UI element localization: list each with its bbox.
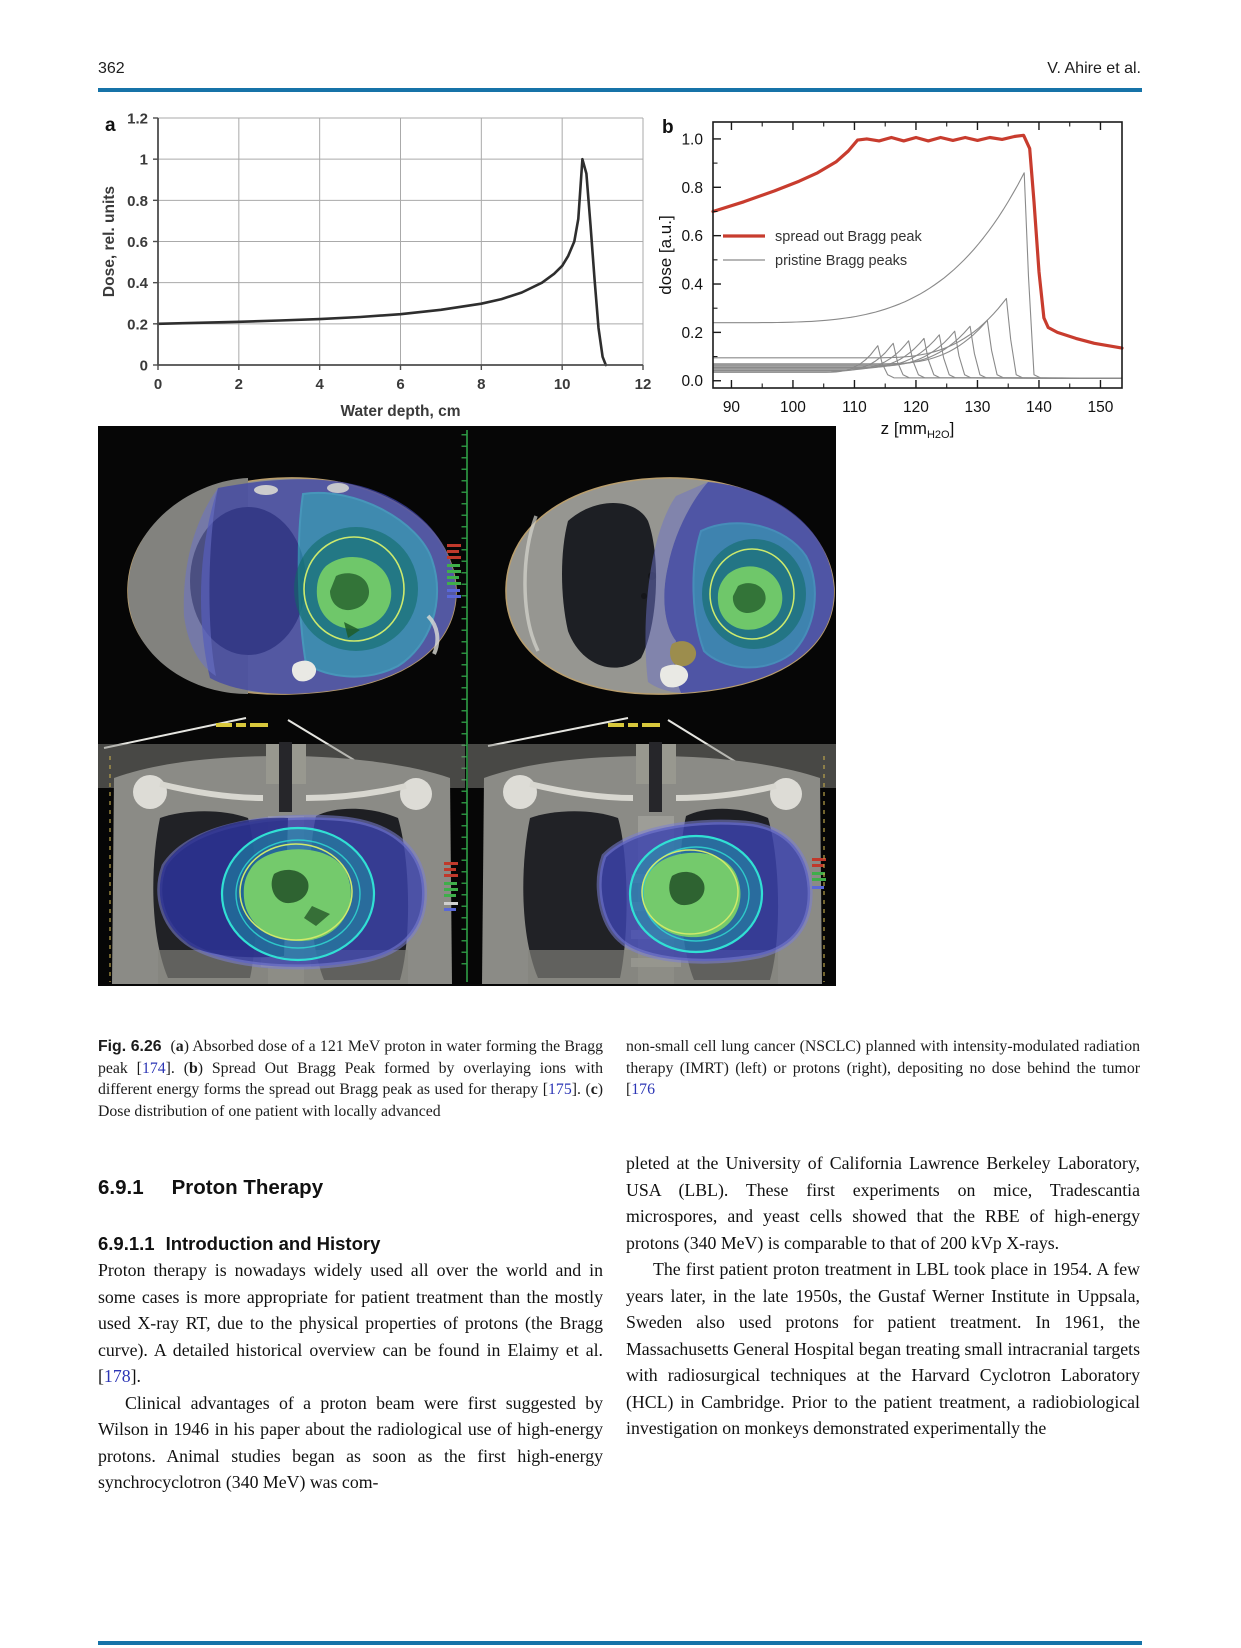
svg-text:0.8: 0.8 <box>681 179 703 197</box>
reference-link[interactable]: 174 <box>141 1059 166 1077</box>
reference-link[interactable]: 178 <box>103 1366 131 1386</box>
svg-text:0.2: 0.2 <box>127 316 148 334</box>
section-title: Proton Therapy <box>171 1176 324 1199</box>
svg-text:0: 0 <box>153 376 163 393</box>
svg-text:0.2: 0.2 <box>681 324 703 342</box>
ct-axial-protons <box>506 478 834 694</box>
paragraph: Proton therapy is nowadays widely used all over the world and in some cases is more appropriate for patient treatment than the mostly used X-ray RT, due to the physical properties of protons (the Bragg curve). A detailed historical overview can be found in Elaimy et al. [178]. <box>98 1260 603 1386</box>
svg-text:z [mmH2O]: z $[mm_{H2O}]$ <box>880 419 955 440</box>
section-number: 6.9.1 <box>98 1176 144 1199</box>
svg-text:pristine Bragg peaks: pristine Bragg peaks <box>775 253 908 269</box>
figure-caption-left: Fig. 6.26 (a) Absorbed dose of a 121 MeV proton in water forming the Bragg peak [174]. (b) Spread Out Bragg Peak formed by overlaying ions with different energy forms the spread out Bragg peak as used for therapy [175]. (c) Dose distribution of one patient with locally advanced <box>98 1038 604 1120</box>
body-right-column <box>626 1140 1140 1496</box>
svg-text:1: 1 <box>139 151 148 169</box>
svg-text:120: 120 <box>903 399 929 416</box>
svg-text:2: 2 <box>234 376 244 393</box>
svg-text:0.6: 0.6 <box>681 228 703 246</box>
svg-text:4: 4 <box>315 376 324 393</box>
svg-text:90: 90 <box>722 399 741 416</box>
figure-caption <box>98 1036 1140 1122</box>
svg-text:0.4: 0.4 <box>681 276 703 294</box>
figure-caption-right: non-small cell lung cancer (NSCLC) planned with intensity-modulated radiation therapy (IMRT) (left) or protons (right), depositing no dose behind the tumor [176 <box>626 1038 1140 1098</box>
paragraph: Clinical advantages of a proton beam were first suggested by Wilson in 1946 in his paper about the radiological use of high-energy protons. Animal studies began as soon as the first high-energy synchrocyclotron (340 MeV) was com- <box>98 1392 603 1492</box>
svg-text:1.2: 1.2 <box>127 110 148 128</box>
body-text <box>98 1140 1140 1496</box>
ct-dose-figure <box>98 426 836 986</box>
running-head-author: V. Ahire et al. <box>1047 60 1141 77</box>
svg-text:130: 130 <box>964 399 991 416</box>
paragraph: The first patient proton treatment in LBL took place in 1954. A few years later, in the late 1950s, the Gustaf Werner Institute in Uppsala, Sweden also used protons for patient treatment. In 1961, the Massachusetts General Hospital began treating small intracranial targets with radiosurgical techniques at the Harvard Cyclotron Laboratory (HCL) in Cambridge. Prior to the patient treatment, a radiobiological investigation on monkeys demonstrated experimentally the <box>626 1259 1140 1438</box>
svg-text:0: 0 <box>139 357 148 375</box>
panel-label-b: b <box>662 117 674 138</box>
svg-text:8: 8 <box>477 376 486 393</box>
svg-text:1.0: 1.0 <box>681 131 703 149</box>
ct-coronal-imrt <box>98 718 465 984</box>
svg-text:Water depth, cm: Water depth, cm <box>340 403 461 420</box>
section-heading <box>98 1176 603 1200</box>
svg-text:6: 6 <box>396 376 405 393</box>
svg-text:spread out Bragg peak: spread out Bragg peak <box>775 229 922 245</box>
svg-text:12: 12 <box>634 376 652 393</box>
page-number: 362 <box>98 60 125 77</box>
svg-text:150: 150 <box>1087 399 1114 416</box>
ct-axial-imrt <box>128 478 456 694</box>
footer-rule <box>98 1641 1142 1645</box>
body-left-column <box>98 1140 603 1496</box>
panel-label-a: a <box>105 115 116 136</box>
svg-text:140: 140 <box>1026 399 1052 416</box>
header-rule <box>98 88 1142 92</box>
paragraph: pleted at the University of California Lawrence Berkeley Laboratory, USA (LBL). These first experiments on mice, Tradescantia microspores, and yeast cells showed that the RBE of high-energy protons (340 MeV) is comparable to that of 200 kVp X-rays. <box>626 1153 1140 1253</box>
ct-coronal-protons <box>468 718 836 984</box>
svg-text:0.8: 0.8 <box>127 192 148 210</box>
svg-text:10: 10 <box>553 376 571 393</box>
svg-text:0.6: 0.6 <box>127 234 148 251</box>
reference-link[interactable]: 175 <box>548 1081 572 1098</box>
svg-text:100: 100 <box>780 399 806 416</box>
svg-text:0.0: 0.0 <box>681 373 703 391</box>
svg-text:Dose, rel. units: Dose, rel. units <box>101 185 118 298</box>
svg-text:0.4: 0.4 <box>127 275 148 293</box>
subsection-heading <box>98 1233 603 1255</box>
sobp-chart <box>655 110 1142 440</box>
subsection-title: Introduction and History <box>165 1233 381 1254</box>
svg-text:dose [a.u.]: dose [a.u.] <box>656 215 675 295</box>
reference-link[interactable]: 176 <box>631 1081 655 1098</box>
bragg-peak-chart <box>98 110 655 422</box>
svg-text:110: 110 <box>842 399 867 416</box>
subsection-number: 6.9.1.1 <box>98 1233 155 1254</box>
